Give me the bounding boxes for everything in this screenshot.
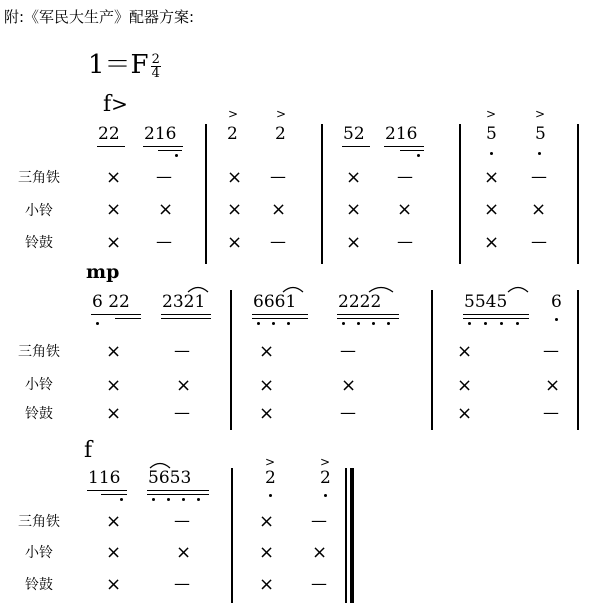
instrument-triangle: 三角铁 xyxy=(18,170,60,186)
page-title: 附:《军民大生产》配器方案: xyxy=(4,8,195,26)
slur xyxy=(283,288,303,293)
note-group: 22 xyxy=(98,124,120,144)
hit-mark: × xyxy=(106,511,122,532)
note-group: 216 xyxy=(144,124,177,144)
hold-mark: — xyxy=(531,232,547,251)
hold-mark: — xyxy=(340,341,356,360)
hold-mark: — xyxy=(311,511,327,530)
accent-mark: > xyxy=(535,107,546,121)
hit-mark: × xyxy=(106,167,122,188)
note-group: 2321 xyxy=(162,292,206,312)
hit-mark: × xyxy=(259,341,275,362)
instrument-tambourine: 铃鼓 xyxy=(25,406,53,422)
hit-mark: × xyxy=(106,199,122,220)
note-group: 5545 xyxy=(464,292,508,312)
hit-mark: × xyxy=(176,375,192,396)
instrument-bells: 小铃 xyxy=(25,203,53,219)
hit-mark: × xyxy=(545,375,561,396)
accent-mark: > xyxy=(486,107,497,121)
accent-mark: > xyxy=(320,455,331,469)
hit-mark: × xyxy=(484,167,500,188)
hit-mark: × xyxy=(227,232,243,253)
hit-mark: × xyxy=(158,199,174,220)
hit-mark: × xyxy=(531,199,547,220)
hold-mark: — xyxy=(543,403,559,422)
hit-mark: × xyxy=(106,574,122,595)
note-group: 116 xyxy=(88,468,121,488)
instrument-tambourine: 铃鼓 xyxy=(25,235,53,251)
hold-mark: — xyxy=(340,403,356,422)
hit-mark: × xyxy=(227,199,243,220)
note-group: 52 xyxy=(343,124,365,144)
hold-mark: — xyxy=(174,403,190,422)
note-group: 5653 xyxy=(148,468,192,488)
hit-mark: × xyxy=(457,403,473,424)
note: 5 xyxy=(486,124,497,144)
key-label: 1＝F xyxy=(88,50,149,80)
hit-mark: × xyxy=(271,199,287,220)
hit-mark: × xyxy=(457,375,473,396)
hit-mark: × xyxy=(106,232,122,253)
hold-mark: — xyxy=(311,574,327,593)
hit-mark: × xyxy=(227,167,243,188)
hold-mark: — xyxy=(270,232,286,251)
note-group: 216 xyxy=(385,124,418,144)
dynamic-mezzo-piano: mp xyxy=(86,261,120,283)
hold-mark: — xyxy=(397,232,413,251)
hold-mark: — xyxy=(174,511,190,530)
slur xyxy=(150,464,170,469)
hit-mark: × xyxy=(176,542,192,563)
hit-mark: × xyxy=(259,375,275,396)
hit-mark: × xyxy=(106,542,122,563)
hold-mark: — xyxy=(174,574,190,593)
meter-top: 2 xyxy=(151,51,160,67)
note: 2 xyxy=(275,124,286,144)
accent-mark: > xyxy=(276,107,287,121)
hit-mark: × xyxy=(259,403,275,424)
hit-mark: × xyxy=(259,542,275,563)
hit-mark: × xyxy=(259,511,275,532)
hold-mark: — xyxy=(156,167,172,186)
hold-mark: — xyxy=(270,167,286,186)
note: 5 xyxy=(535,124,546,144)
meter-bottom: 4 xyxy=(151,65,160,81)
note: 6 xyxy=(551,292,562,312)
hit-mark: × xyxy=(312,542,328,563)
hit-mark: × xyxy=(346,232,362,253)
note: 2 xyxy=(227,124,238,144)
hit-mark: × xyxy=(259,574,275,595)
note-group: 2222 xyxy=(338,292,382,312)
instrument-bells: 小铃 xyxy=(25,545,53,561)
hit-mark: × xyxy=(106,403,122,424)
hit-mark: × xyxy=(484,199,500,220)
hold-mark: — xyxy=(543,341,559,360)
slur xyxy=(188,288,208,293)
dynamic-forte-2: f xyxy=(84,438,93,463)
hit-mark: × xyxy=(346,167,362,188)
dynamic-forte-1: f> xyxy=(103,92,128,117)
hold-mark: — xyxy=(156,232,172,251)
slur xyxy=(369,288,393,293)
note: 2 xyxy=(320,468,331,488)
hit-mark: × xyxy=(484,232,500,253)
instrument-tambourine: 铃鼓 xyxy=(25,577,53,593)
accent-mark: > xyxy=(228,107,239,121)
instrument-bells: 小铃 xyxy=(25,377,53,393)
note: 2 xyxy=(265,468,276,488)
hit-mark: × xyxy=(106,375,122,396)
hit-mark: × xyxy=(106,341,122,362)
instrument-triangle: 三角铁 xyxy=(18,344,60,360)
hold-mark: — xyxy=(531,167,547,186)
hit-mark: × xyxy=(346,199,362,220)
hold-mark: — xyxy=(174,341,190,360)
note-group: 6 22 xyxy=(92,292,130,312)
hit-mark: × xyxy=(341,375,357,396)
accent-mark: > xyxy=(265,455,276,469)
hold-mark: — xyxy=(397,167,413,186)
instrument-triangle: 三角铁 xyxy=(18,514,60,530)
hit-mark: × xyxy=(397,199,413,220)
hit-mark: × xyxy=(457,341,473,362)
slur xyxy=(508,288,528,293)
note-group: 6661 xyxy=(253,292,297,312)
